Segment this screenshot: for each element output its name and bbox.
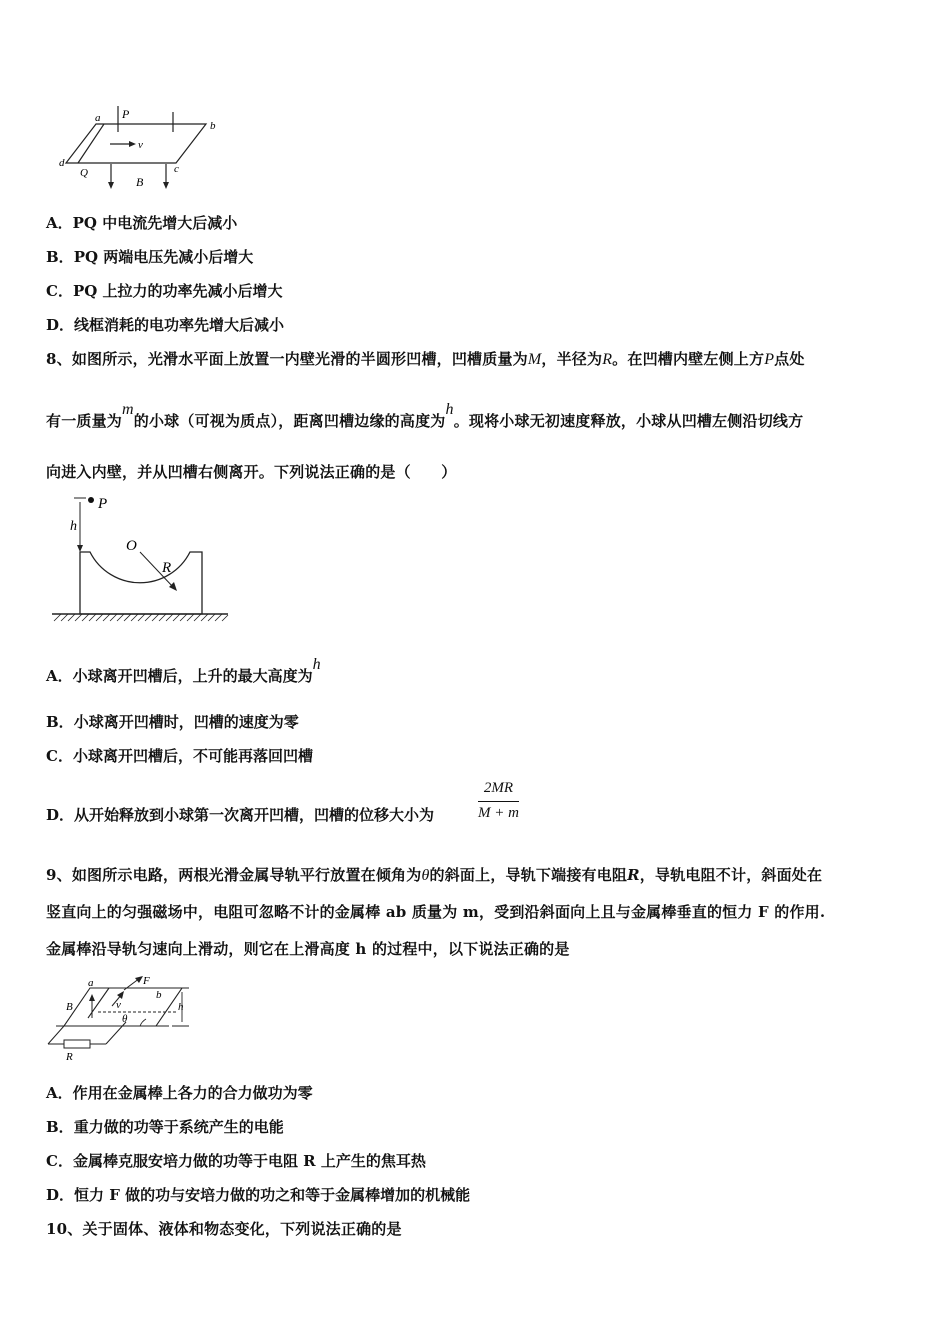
fraction-denominator: M + m — [478, 805, 519, 821]
option-text: 作用在金属棒上各力的合力做功为零 — [72, 1084, 313, 1102]
option-letter: A． — [46, 214, 73, 232]
q7-label-P: P — [122, 107, 130, 121]
q8-label-O: O — [126, 538, 137, 554]
q8-label-R: R — [162, 560, 172, 576]
option-letter: A． — [46, 667, 73, 685]
q7-option-d — [46, 314, 284, 335]
q9-option-b — [46, 1116, 284, 1137]
q7-label-a: a — [95, 112, 101, 124]
option-text: 重力做的功等于系统产生的电能 — [73, 1118, 284, 1136]
q7-frame — [66, 124, 206, 163]
q8-label-h: h — [70, 519, 77, 534]
q9-label-R: R — [66, 1051, 73, 1063]
option-text: 从开始释放到小球第一次离开凹槽，凹槽的位移大小为 — [74, 806, 435, 824]
option-text: PQ 两端电压先减小后增大 — [73, 248, 254, 266]
q8-var-R: R — [602, 351, 613, 368]
q10-stem-line-1 — [46, 1218, 402, 1239]
q8-stem-line-1 — [46, 348, 805, 369]
q9-resistor — [64, 1040, 90, 1048]
q8-text: 向进入内壁，并从凹槽右侧离开。下列说法正确的是（ ） — [46, 463, 457, 481]
option-text: 金属棒克服安培力做的功等于电阻 R 上产生的焦耳热 — [72, 1152, 426, 1170]
q8-var-m: m — [122, 401, 134, 418]
option-text: 恒力 F 做的功与安培力做的功之和等于金属棒增加的机械能 — [74, 1186, 471, 1204]
q8-option-a — [46, 656, 321, 686]
q9-stem-line-2 — [46, 901, 825, 922]
q8-figure — [50, 490, 235, 630]
q8-option-d — [46, 804, 434, 825]
q8-text: 点处 — [774, 350, 805, 368]
q7-label-d: d — [59, 157, 65, 169]
q9-stem-line-1 — [46, 864, 822, 885]
q8-var-h: h — [445, 401, 454, 418]
q7-figure — [56, 100, 231, 192]
q9-stem-line-3 — [46, 938, 570, 959]
option-letter: D． — [46, 316, 75, 334]
q8-option-d-fraction — [478, 780, 519, 822]
option-letter: B． — [46, 713, 74, 731]
q8-text: 的小球（可视为质点），距离凹槽边缘的高度为 — [133, 412, 446, 430]
q7-label-v: v — [138, 139, 143, 151]
q8-trough — [80, 552, 202, 614]
q9-option-d — [46, 1184, 470, 1205]
option-text: PQ 上拉力的功率先减小后增大 — [72, 282, 283, 300]
option-text: 线框消耗的电功率先增大后减小 — [74, 316, 285, 334]
q9-option-c — [46, 1150, 426, 1171]
option-text: 小球离开凹槽时，凹槽的速度为零 — [73, 713, 299, 731]
option-letter: A． — [46, 1084, 73, 1102]
option-letter: B． — [46, 248, 74, 266]
q8-var-P: P — [764, 351, 775, 368]
q9-figure — [44, 974, 204, 1066]
q7-option-c — [46, 280, 283, 301]
q9-var-theta: θ — [421, 867, 430, 884]
q7-option-a — [46, 212, 237, 233]
q9-text: 金属棒沿导轨匀速向上滑动，则它在上滑高度 h 的过程中，以下说法正确的是 — [46, 940, 570, 958]
q8-option-a-var-h: h — [312, 656, 321, 673]
option-letter: B． — [46, 1118, 74, 1136]
q8-text: 。现将小球无初速度释放，小球从凹槽左侧沿切线方 — [453, 412, 804, 430]
option-text: 小球离开凹槽后，不可能再落回凹槽 — [72, 747, 313, 765]
option-letter: C． — [46, 1152, 73, 1170]
q8-label-P: P — [98, 496, 108, 512]
q10-text: 10、关于固体、液体和物态变化，下列说法正确的是 — [46, 1220, 402, 1238]
option-letter: C． — [46, 747, 73, 765]
q7-label-b: b — [210, 120, 216, 132]
q9-rod-ab — [88, 988, 109, 1018]
q8-var-M: M — [527, 351, 542, 368]
q8-text: ，半径为 — [541, 350, 603, 368]
option-text: PQ 中电流先增大后减小 — [72, 214, 238, 232]
q8-stem-line-2 — [46, 401, 804, 431]
q9-label-theta: θ — [122, 1013, 128, 1025]
q9-label-B: B — [66, 1001, 73, 1013]
q8-stem-line-3 — [46, 461, 456, 482]
q9-option-a — [46, 1082, 313, 1103]
option-text: 小球离开凹槽后，上升的最大高度为 — [72, 667, 313, 685]
q9-text: ，导轨电阻不计，斜面处在 — [639, 866, 823, 884]
q8-text: 8、如图所示，光滑水平面上放置一内壁光滑的半圆形凹槽，凹槽质量为 — [46, 350, 528, 368]
fraction-numerator: 2MR — [478, 780, 519, 802]
q8-text: 有一质量为 — [46, 412, 123, 430]
q9-label-v: v — [116, 999, 121, 1011]
q7-label-c: c — [174, 163, 179, 175]
option-letter: C． — [46, 282, 73, 300]
q8-option-c — [46, 745, 313, 766]
option-letter: D． — [46, 806, 75, 824]
q9-label-h: h — [178, 1001, 184, 1013]
q9-text: 9、如图所示电路，两根光滑金属导轨平行放置在倾角为 — [46, 866, 422, 884]
q9-text: 竖直向上的匀强磁场中，电阻可忽略不计的金属棒 ab 质量为 m，受到沿斜面向上且与金属棒垂直的恒力 F 的作用. — [46, 903, 826, 921]
q9-label-b: b — [156, 989, 162, 1001]
q7-label-B: B — [136, 175, 144, 189]
q8-text: 。在凹槽内壁左侧上方 — [612, 350, 765, 368]
q8-option-b — [46, 711, 299, 732]
q9-var-R: R — [627, 866, 640, 884]
q9-label-F: F — [143, 975, 150, 987]
q7-label-Q: Q — [80, 167, 88, 179]
q8-ball — [88, 497, 94, 503]
q9-label-a: a — [88, 977, 94, 989]
q7-option-b — [46, 246, 253, 267]
option-letter: D． — [46, 1186, 75, 1204]
q9-text: 的斜面上，导轨下端接有电阻 — [429, 866, 628, 884]
